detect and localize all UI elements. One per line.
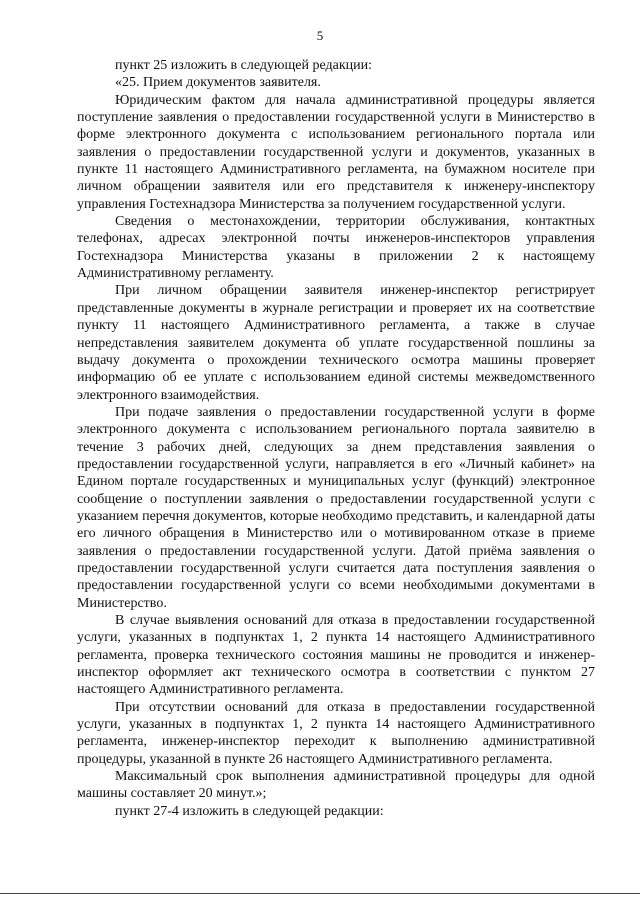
paragraph-legal-basis: Юридическим фактом для начала административной процедуры является поступление заявления о предоставлении государственной услуги в Министерство в форме электронного документа с использованием регионального портала или заявления о предоставлении государственной услуги и документов, указанных в пункте 11 настоящего Административного регламента, на бумажном носителе при личном обращении заявителя или его представителя к инженеру-инспектору управления Гостехнадзора Министерства за получением государственной услуги. [77, 92, 595, 212]
paragraph-heading-25: «25. Прием документов заявителя. [115, 75, 321, 91]
paragraph-instruction-25: пункт 25 изложить в следующей редакции: [115, 58, 372, 73]
paragraph-personal-visit: При личном обращении заявителя инженер-инспектор регистрирует представленные документы в журнале регистрации и проверяет их на соответствие пункту 11 настоящего Административного регламента, а также в случае непредставления заявителем документа об уплате государственной пошлины за выдачу документа о прохождении технического осмотра машины проверяет информацию об ее уплате с использованием единой системы межведомственного электронного взаимодействия. [77, 283, 595, 403]
paragraph-electronic-submission: При подаче заявления о предоставлении государственной услуги в форме электронного документа с использованием регионального портала заявителю в течение 3 рабочих дней, следующих за днем представления заявления о предоставлении государственной услуги, направляется в его «Личный кабинет» на Едином портале государственных и муниципальных услуг (функций) электронное сообщение о поступлении заявления о предоставлении государственной услуги с указанием перечня документов, которые необходимо представить, и календарной даты его личного обращения в Министерство или о мотивированном отказе в приеме заявления о предоставлении государственной услуги. Датой приёма заявления о предоставлении государственной услуги считается дата поступления заявления о предоставлении государственной услуги со всеми необходимыми документами в Министерство. [77, 404, 595, 611]
paragraph-max-duration: Максимальный срок выполнения административной процедуры для одной машины составляет 20 минут.»; [77, 769, 595, 802]
page-number: 5 [316, 28, 324, 43]
bottom-divider [0, 893, 640, 894]
paragraph-refusal-grounds: В случае выявления оснований для отказа в предоставлении государственной услуги, указанных в подпунктах 1, 2 пункта 14 настоящего Административного регламента, проверка технического состояния машины не проводится и инженер-инспектор оформляет акт технического осмотра в соответствии с пунктом 27 настоящего Административного регламента. [77, 613, 595, 698]
paragraph-no-refusal-grounds: При отсутствии оснований для отказа в предоставлении государственной услуги, указанных в подпунктах 1, 2 пункта 14 настоящего Административного регламента, инженер-инспектор переходит к выполнению административной процедуры, указанной в пункте 26 настоящего Административного регламента. [77, 699, 595, 767]
paragraph-contact-info: Сведения о местонахождении, территории обслуживания, контактных телефонах, адресах электронной почты инженеров-инспекторов управления Гостехнадзора Министерства указаны в приложении 2 к настоящему Административному регламенту. [77, 214, 595, 282]
document-body [77, 57, 595, 820]
paragraph-instruction-27-4: пункт 27-4 изложить в следующей редакции: [115, 803, 384, 819]
